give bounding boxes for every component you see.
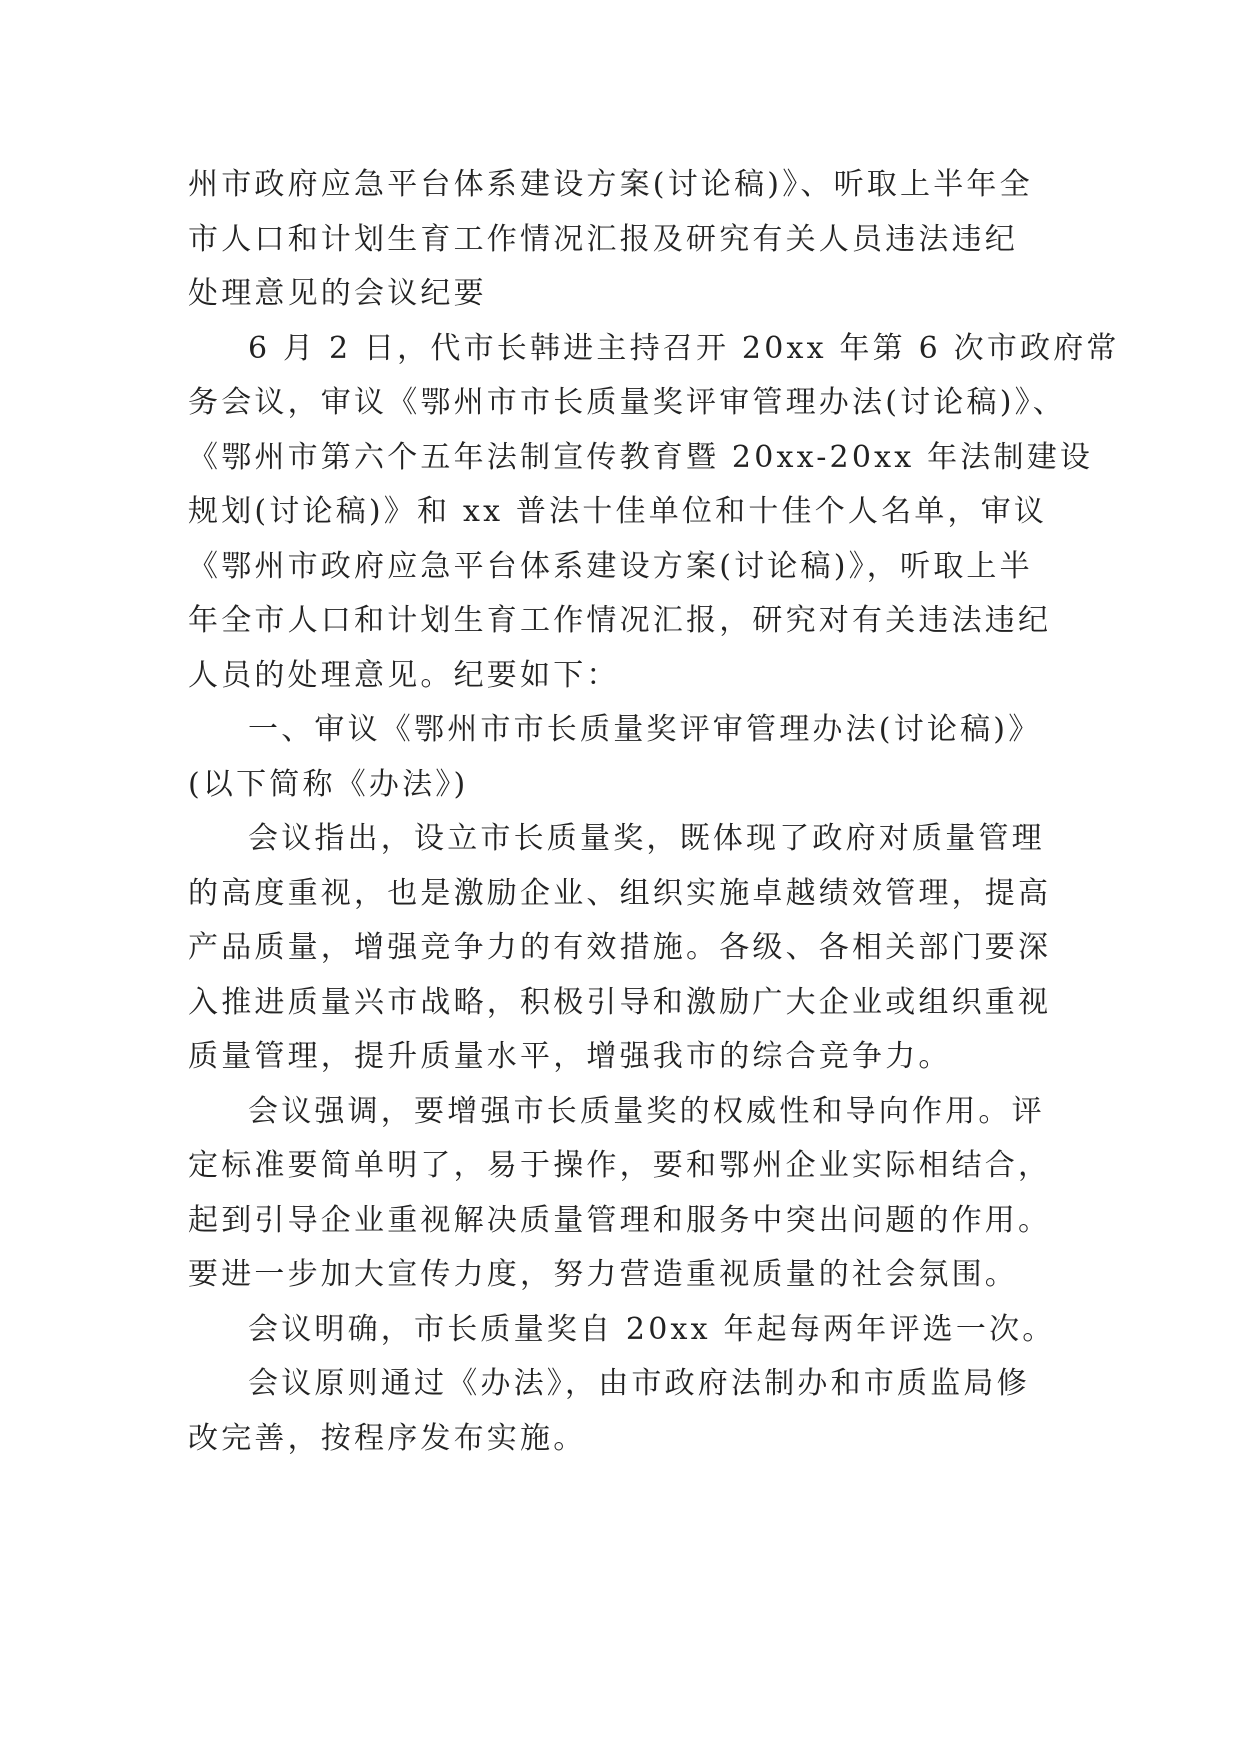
paragraph-meeting-pointed-out [188,812,1058,1085]
text-line: 规划(讨论稿)》和 xx 普法十佳单位和十佳个人名单，审议 [188,494,1048,529]
title-line: 处理意见的会议纪要 [188,276,487,311]
text-line: 的高度重视，也是激励企业、组织实施卓越绩效管理，提高 [188,875,1052,911]
text-line: 质量管理，提升质量水平，增强我市的综合竞争力。 [188,1039,952,1074]
text-line: 6 月 2 日，代市长韩进主持召开 20xx 年第 6 次市政府常 [248,330,1120,366]
meeting-minutes-title [188,158,1058,322]
text-line: 《鄂州市政府应急平台体系建设方案(讨论稿)》，听取上半 [188,548,1033,584]
text-line: 要进一步加大宣传力度，努力营造重视质量的社会氛围。 [188,1257,1018,1292]
text-line: 起到引导企业重视解决质量管理和服务中突出问题的作用。 [188,1202,1052,1238]
text-line: 入推进质量兴市战略，积极引导和激励广大企业或组织重视 [188,984,1052,1020]
text-line: 会议明确，市长质量奖自 20xx 年起每两年评选一次。 [248,1311,1056,1347]
text-line: 定标准要简单明了，易于操作，要和鄂州企业实际相结合， [188,1148,1052,1183]
text-line: 改完善，按程序发布实施。 [188,1420,587,1456]
paragraph-meeting-emphasized [188,1085,1058,1303]
text-line: 《鄂州市第六个五年法制宣传教育暨 20xx-20xx 年法制建设 [188,439,1094,475]
text-line: 会议强调，要增强市长质量奖的权威性和导向作用。评 [248,1093,1045,1129]
paragraph-meeting-approved [188,1357,1058,1466]
text-line: 人员的处理意见。纪要如下： [188,657,620,693]
paragraph-meeting-clarified [188,1303,1058,1358]
text-line: 年全市人口和计划生育工作情况汇报，研究对有关违法违纪 [188,603,1052,638]
text-line: (以下简称《办法》) [188,766,469,802]
intro-paragraph [188,322,1120,704]
text-line: 会议指出，设立市长质量奖，既体现了政府对质量管理 [248,821,1045,856]
text-line: 会议原则通过《办法》，由市政府法制办和市质监局修 [248,1366,1030,1401]
text-line: 务会议，审议《鄂州市市长质量奖评审管理办法(讨论稿)》、 [188,385,1067,420]
document-body [188,158,1120,1466]
text-line: 产品质量，增强竞争力的有效措施。各级、各相关部门要深 [188,930,1052,965]
title-line: 市人口和计划生育工作情况汇报及研究有关人员违法违纪 [188,221,1018,257]
section-heading-1 [188,703,1058,812]
text-line: 一、审议《鄂州市市长质量奖评审管理办法(讨论稿)》 [248,712,1042,747]
title-line: 州市政府应急平台体系建设方案(讨论稿)》、听取上半年全 [188,167,1033,202]
